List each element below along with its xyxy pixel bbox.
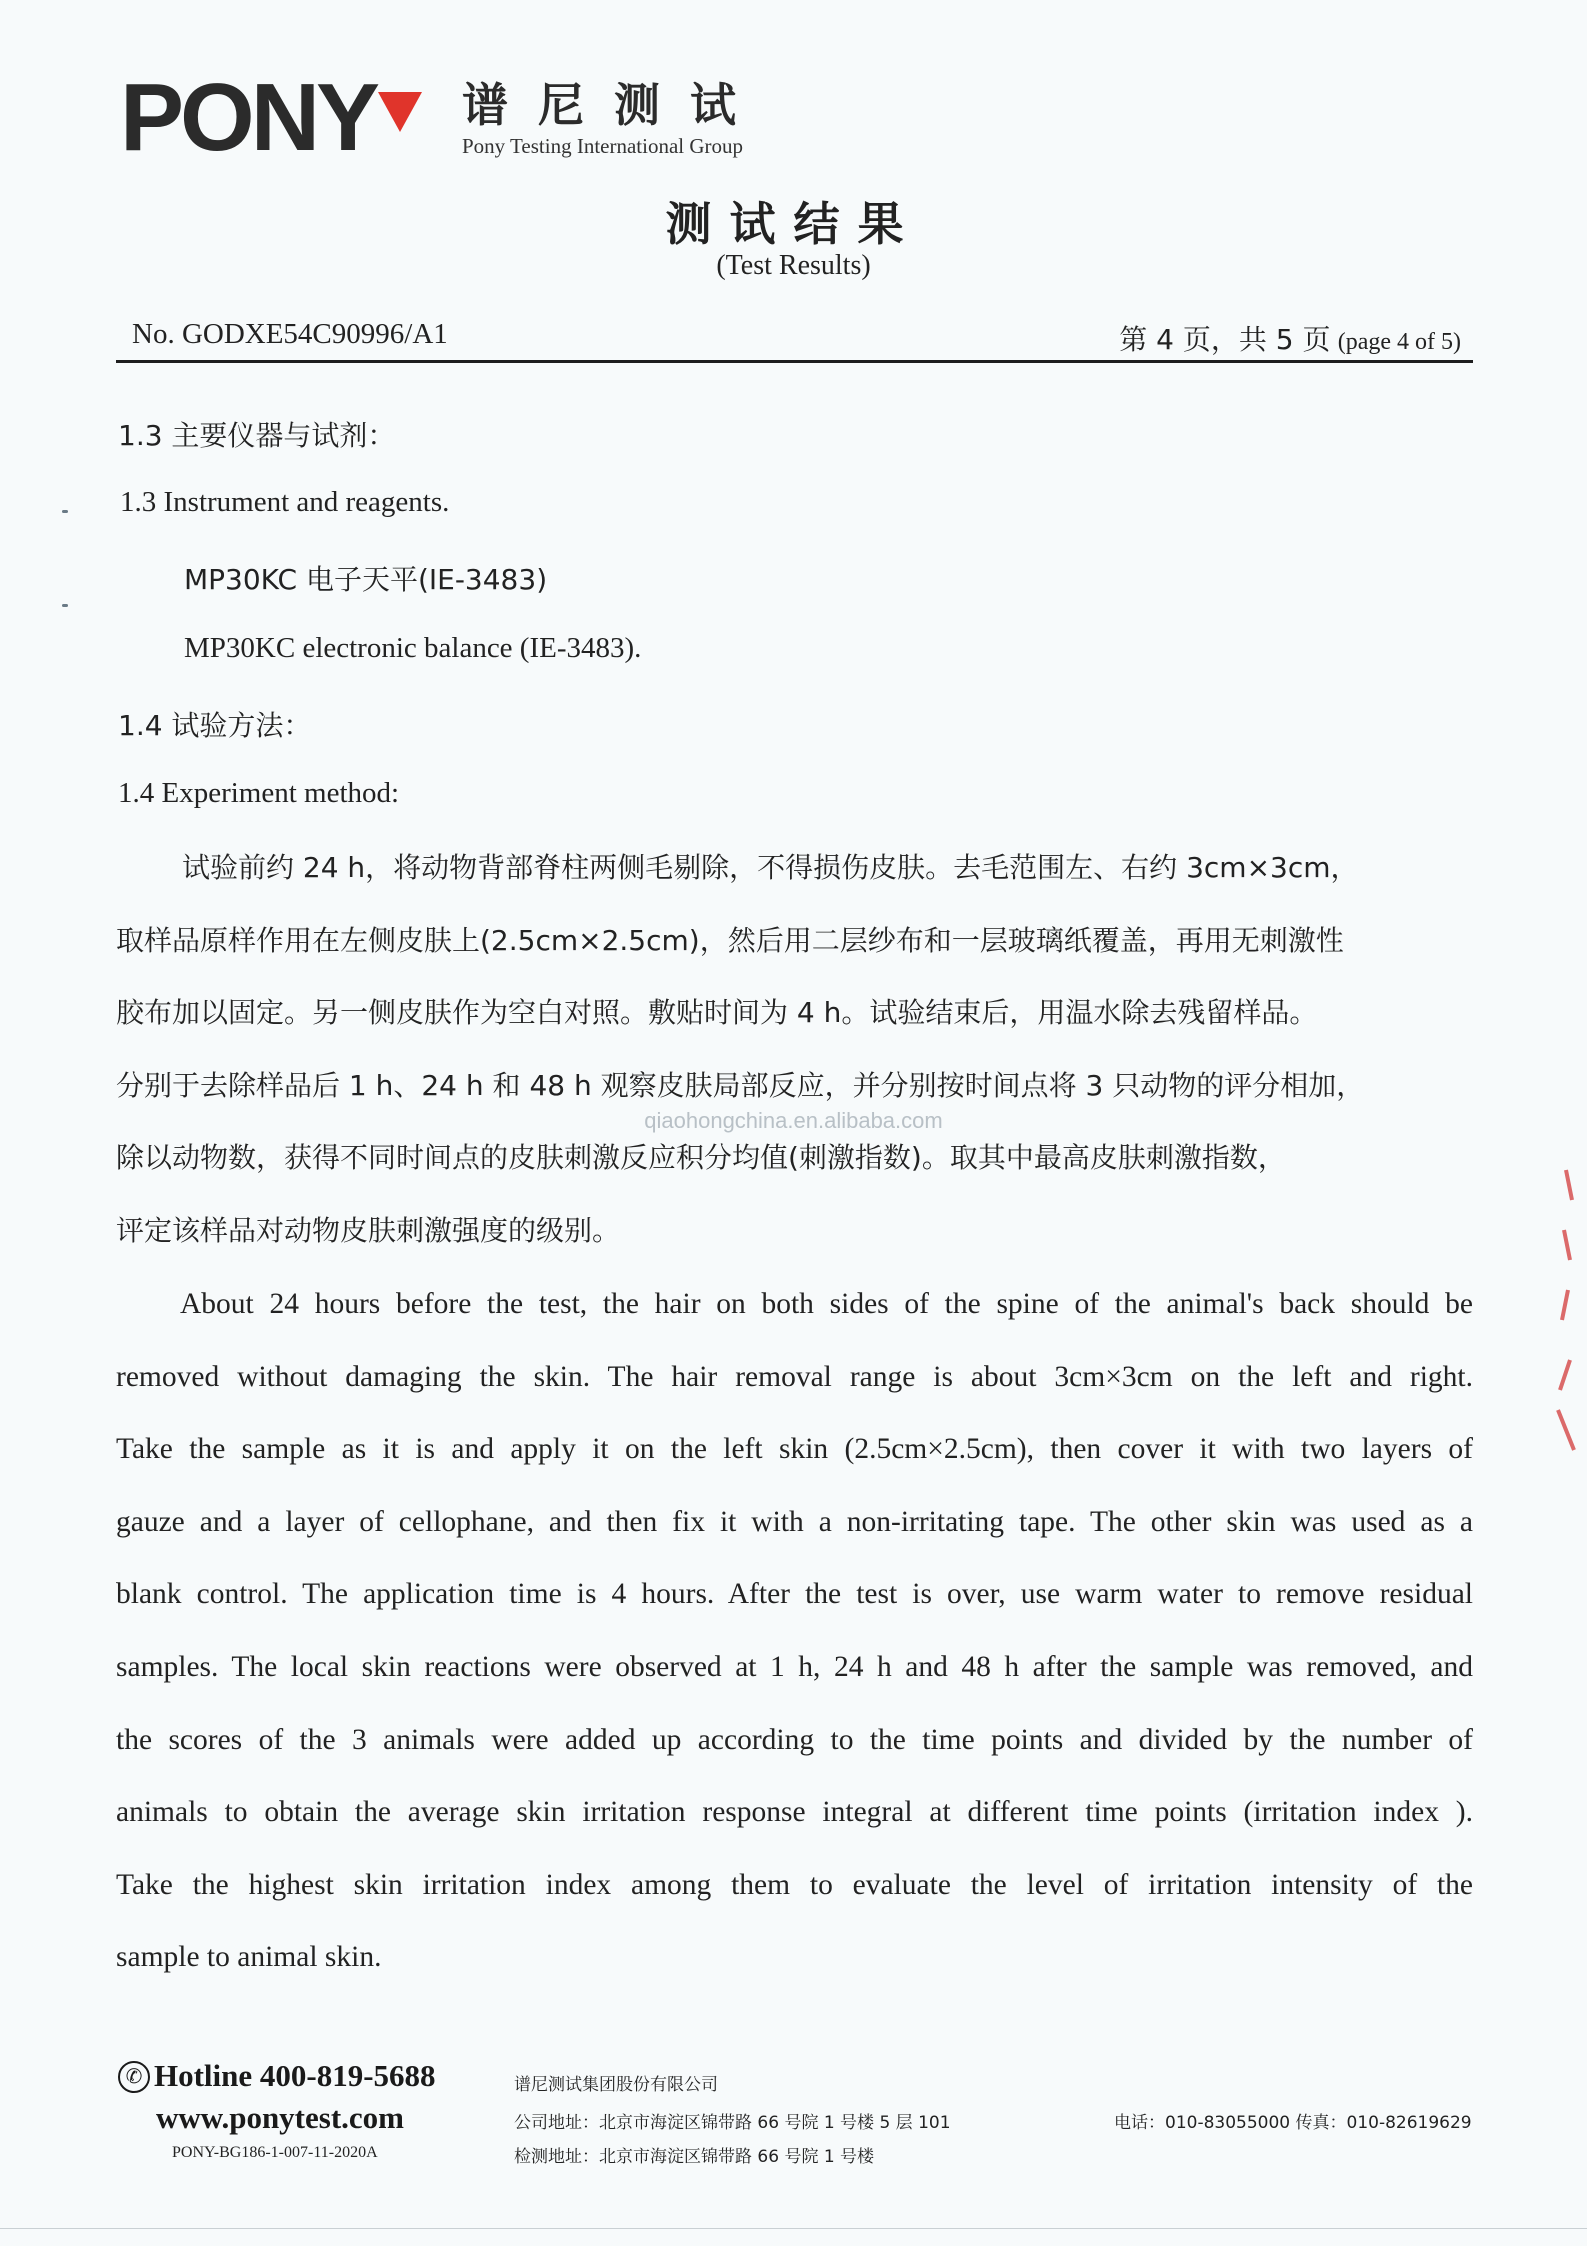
company-address: 公司地址：北京市海淀区锦带路 66 号院 1 号楼 5 层 101 [514, 2113, 951, 2133]
section-1-4-heading-en: 1.4 Experiment method: [118, 777, 400, 809]
instrument-en: MP30KC electronic balance (IE-3483). [184, 632, 642, 664]
pony-triangle-logo-icon [378, 92, 422, 132]
method-cn-line: 分别于去除样品后 1 h、24 h 和 48 h 观察皮肤局部反应，并分别按时间点将 3 只动物的评分相加， [116, 1068, 1365, 1102]
scan-mark [62, 604, 68, 607]
brand-block [462, 78, 766, 159]
method-en-line: blank control. The application time is 4 hours. After the test is over, use warm water to remove residual [116, 1578, 1473, 1611]
method-cn-line: 试验前约 24 h，将动物背部脊柱两侧毛剔除，不得损伤皮肤。去毛范围左、右约 3cm×3cm， [182, 851, 1359, 884]
brand-name-cn: 谱尼测试 [462, 78, 766, 132]
page-bottom-edge [0, 2228, 1587, 2229]
hotline-text: Hotline 400-819-5688 [154, 2058, 436, 2093]
section-1-4-heading-cn: 1.4 试验方法： [118, 709, 312, 742]
form-number: PONY-BG186-1-007-11-2020A [172, 2144, 378, 2161]
watermark: qiaohongchina.en.alibaba.com [644, 1108, 943, 1133]
method-paragraph-cn [116, 832, 1473, 1267]
section-1-3-heading-cn: 1.3 主要仪器与试剂： [118, 419, 396, 452]
method-en-line: animals to obtain the average skin irritation response integral at different time points (irritation index ). [116, 1796, 1473, 1829]
phone-icon: ✆ [118, 2061, 150, 2093]
report-title-cn: 测试结果 [665, 197, 922, 251]
method-en-line: Take the highest skin irritation index among them to evaluate the level of irritation intensity of the [116, 1868, 1473, 1901]
document-number: No. GODXE54C90996/A1 [132, 318, 448, 350]
brand-name-en: Pony Testing International Group [462, 134, 744, 158]
website: www.ponytest.com [156, 2100, 404, 2135]
logo-text: PONY [120, 64, 377, 171]
scan-mark [62, 510, 68, 513]
method-en-line: the scores of the 3 animals were added up according to the time points and divided by the number of [116, 1723, 1473, 1756]
method-cn-line: 评定该样品对动物皮肤刺激强度的级别。 [116, 1213, 621, 1247]
seal-fragment [1548, 1160, 1578, 1460]
phone-fax: 电话：010-83055000 传真：010-82619629 [1114, 2113, 1472, 2133]
page-number [1119, 318, 1461, 358]
pony-logo [120, 64, 422, 171]
method-cn-line: 胶布加以固定。另一侧皮肤作为空白对照。敷贴时间为 4 h。试验结束后，用温水除去残留样品。 [116, 996, 1318, 1029]
method-en-line: removed without damaging the skin. The hair removal range is about 3cm×3cm on the left and right. [116, 1360, 1473, 1393]
method-en-line: About 24 hours before the test, the hair on both sides of the spine of the animal's back should be [180, 1288, 1473, 1320]
company-name: 谱尼测试集团股份有限公司 [514, 2075, 718, 2095]
header-divider [116, 360, 1473, 363]
method-en-line: gauze and a layer of cellophane, and then fix it with a non-irritating tape. The other skin was used as a [116, 1505, 1473, 1538]
method-en-line: Take the sample as it is and apply it on the left skin (2.5cm×2.5cm), then cover it with two layers of [116, 1433, 1473, 1466]
instrument-cn: MP30KC 电子天平(IE-3483) [184, 563, 548, 596]
method-cn-line: 除以动物数，获得不同时间点的皮肤刺激反应积分均值(刺激指数)。取其中最高皮肤刺激指数， [116, 1141, 1286, 1174]
method-cn-line: 取样品原样作用在左侧皮肤上(2.5cm×2.5cm)，然后用二层纱布和一层玻璃纸覆盖，再用无刺激性 [116, 923, 1344, 957]
method-en-line: samples. The local skin reactions were observed at 1 h, 24 h and 48 h after the sample was removed, and [116, 1650, 1473, 1683]
page-number-en: (page 4 of 5) [1337, 329, 1461, 355]
section-1-3-heading-en: 1.3 Instrument and reagents. [120, 486, 450, 518]
test-address: 检测地址：北京市海淀区锦带路 66 号院 1 号楼 [514, 2147, 875, 2167]
report-title-en: (Test Results) [716, 250, 871, 281]
method-paragraph-en [116, 1268, 1473, 1994]
hotline [118, 2058, 436, 2094]
page-number-cn: 第 4 页，共 5 页 [1119, 323, 1331, 356]
method-en-line: sample to animal skin. [116, 1941, 382, 1974]
